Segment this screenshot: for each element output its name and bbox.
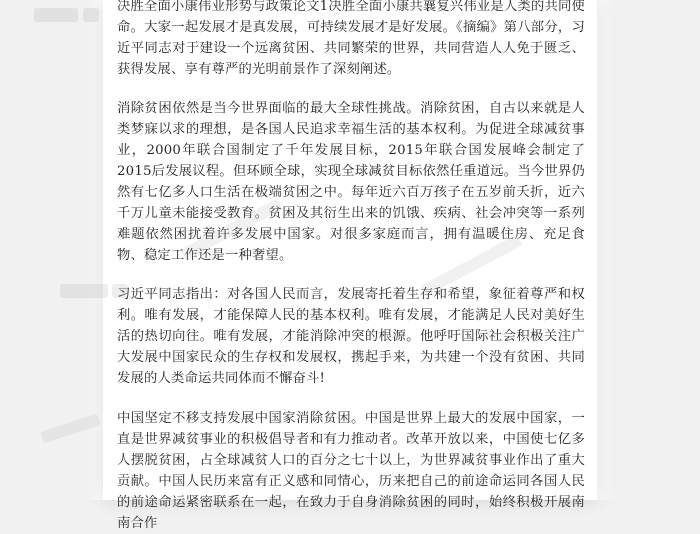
watermark-mark-top-left [34,8,99,22]
paragraph-poverty-challenge: 消除贫困依然是当今世界面临的最大全球性挑战。消除贫困，自古以来就是人类梦寐以求的理想，是各国人民追求幸福生活的基本权利。为促进全球减贫事业，2000年联合国制定了千年发展目标，2015年联合国发展峰会制定了2015后发展议程。但环顾全球，实现全球减贫目标依然任重道远。当今世界仍然有七亿多人口生活在极端贫困之中。每年近六百万孩子在五岁前夭折，近六千万儿童未能接受教育。贫困及其衍生出来的饥饿、疾病、社会冲突等一系列难题依然困扰着许多发展中国家。对很多家庭而言，拥有温暖住房、充足食物、稳定工作还是一种奢望。 [117,101,585,263]
document-body [117,0,585,534]
paragraph-gap [117,80,585,98]
watermark-mark-bottom-left [40,413,101,443]
paragraph-xi-quote: 习近平同志指出：对各国人民而言，发展寄托着生存和希望，象征着尊严和权利。唯有发展，才能保障人民的基本权利。唯有发展，才能满足人民对美好生活的热切向往。唯有发展，才能消除冲突的根源。他呼吁国际社会积极关注广大发展中国家民众的生存权和发展权，携起手来，为共建一个没有贫困、共同发展的人类命运共同体而不懈奋斗! [117,287,585,386]
paragraph-gap [117,266,585,284]
paragraph-intro: 决胜全面小康伟业形势与政策论文1决胜全面小康共襄复兴伟业是人类的共同使命。大家一起发展才是真发展，可持续发展才是好发展。《摘编》第八部分，习近平同志对于建设一个远离贫困、共同繁荣的世界，共同营造人人免于匮乏、获得发展、享有尊严的光明前景作了深刻阐述。 [117,0,585,77]
paragraph-china-support: 中国坚定不移支持发展中国家消除贫困。中国是世界上最大的发展中国家，一直是世界减贫事业的积极倡导者和有力推动者。改革开放以来，中国使七亿多人摆脱贫困，占全球减贫人口的百分之七十以上，为世界减贫事业作出了重大贡献。中国人民历来富有正义感和同情心，历来把自己的前途命运同各国人民的前途命运紧密联系在一起，在致力于自身消除贫困的同时，始终积极开展南南合作 [117,411,585,531]
document-page [103,0,597,531]
paragraph-gap [117,389,585,408]
